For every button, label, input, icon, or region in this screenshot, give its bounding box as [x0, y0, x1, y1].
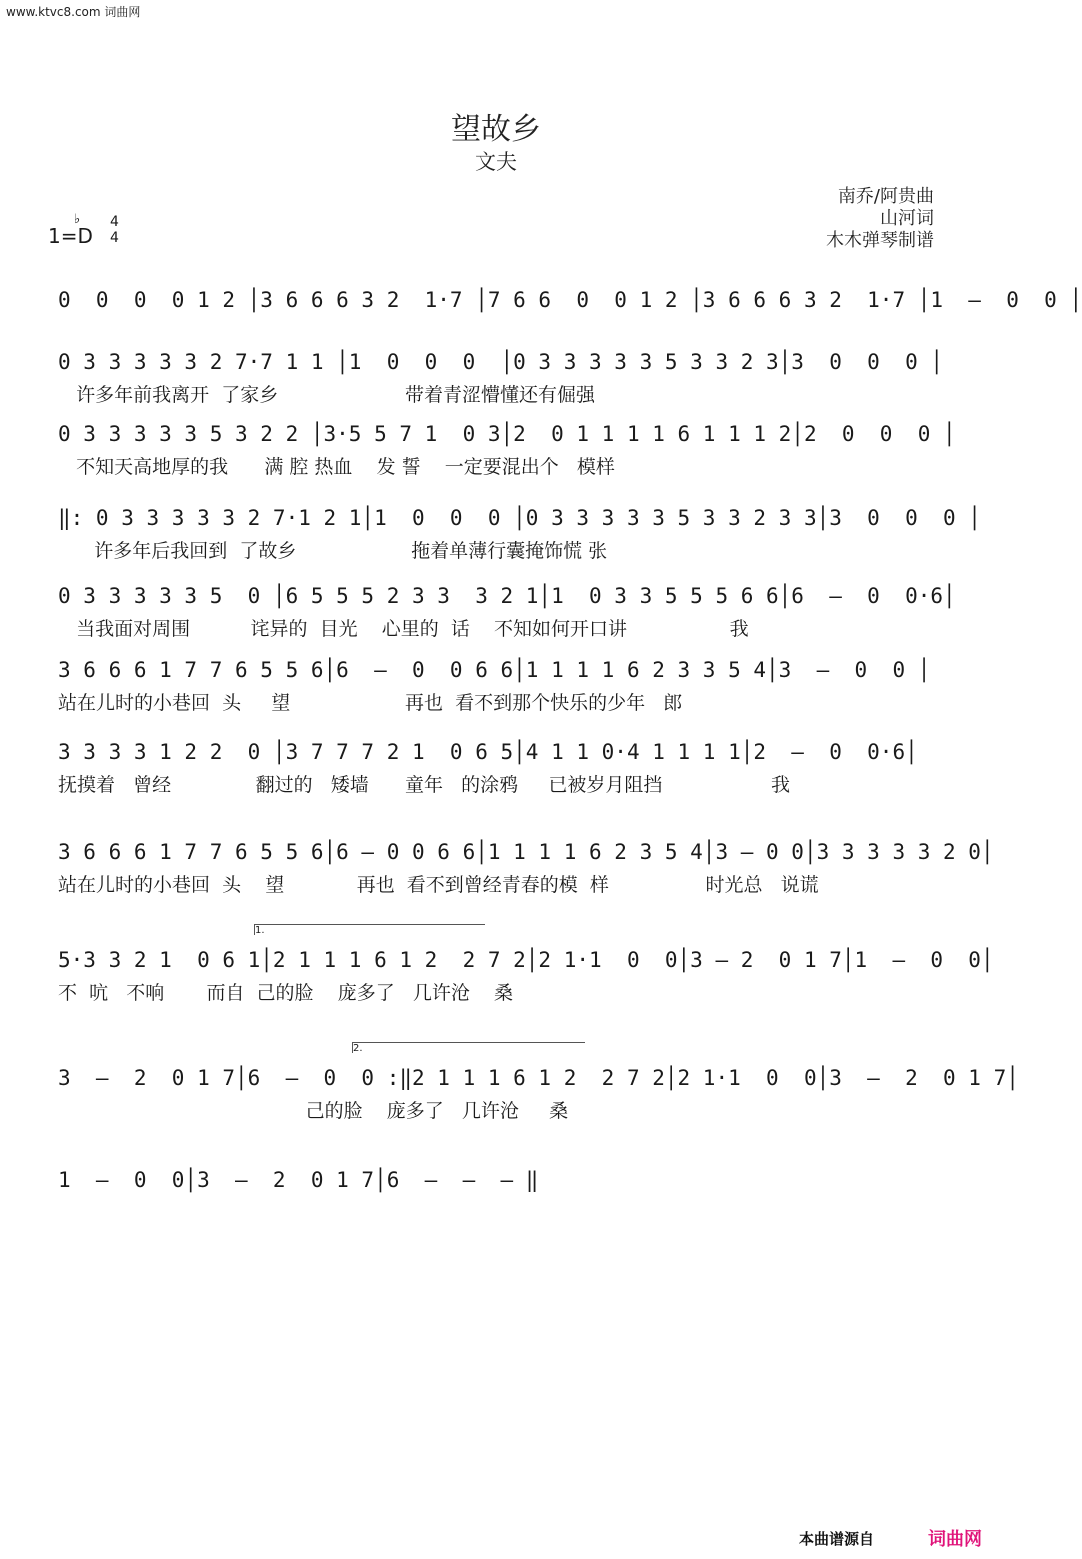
time-signature-top: 4	[110, 214, 119, 230]
score-row-10	[0, 1043, 1019, 1156]
notation-line: 0 3 3 3 3 3 5 3 2 2 │3·5 5 7 1 0 3│2 0 1 1 1 1 6 1 1 1 2│2 0 0 0 │	[58, 422, 956, 446]
volta-second-ending: 2.	[352, 1042, 585, 1053]
footer-site-logo[interactable]: 词曲网	[928, 1529, 982, 1550]
time-signature	[110, 214, 119, 246]
notation-line: 0 0 0 0 1 2 │3 6 6 6 3 2 1·7 │7 6 6 0 0 1 2 │3 6 6 6 3 2 1·7 │1 — 0 0 │	[58, 288, 1082, 312]
notation-line: 1 — 0 0│3 — 2 0 1 7│6 — — — ‖	[58, 1168, 539, 1192]
notation-line: 0 3 3 3 3 3 5 0 │6 5 5 5 2 3 3 3 2 1│1 0 3 3 5 5 5 6 6│6 — 0 0·6│	[58, 584, 956, 608]
lyrics-line: 站在儿时的小巷回 头 望 再也 看不到那个快乐的少年 郎	[58, 692, 683, 714]
lyrics-line: 许多年后我回到 了故乡 拖着单薄行囊掩饰慌 张	[58, 540, 608, 562]
footer-source-text: 本曲谱源自	[798, 1530, 874, 1548]
lyricist-credit: 山河词	[880, 208, 934, 229]
lyrics-line: 不 吭 不响 而自 己的脸 庞多了 几许沧 桑	[58, 982, 513, 1004]
singer-name: 文夫	[475, 150, 517, 174]
notation-line: 3 3 3 3 1 2 2 0 │3 7 7 7 2 1 0 6 5│4 1 1 0·4 1 1 1 1│2 — 0 0·6│	[58, 740, 918, 764]
lyrics-line: 抚摸着 曾经 翻过的 矮墙 童年 的涂鸦 已被岁月阻挡 我	[58, 774, 791, 796]
notation-line: 3 6 6 6 1 7 7 6 5 5 6│6 — 0 0 6 6│1 1 1 1 6 2 3 3 5 4│3 — 0 0 │	[58, 658, 931, 682]
score-row-3	[0, 422, 992, 512]
volta-first-ending: 1.	[254, 924, 485, 935]
flat-symbol: ♭	[74, 212, 81, 227]
notation-line: 3 — 2 0 1 7│6 — 0 0 :‖2 1 1 1 6 1 2 2 7 2│2 1·1 0 0│3 — 2 0 1 7│	[58, 1066, 1019, 1090]
notation-line: 3 6 6 6 1 7 7 6 5 5 6│6 — 0 0 6 6│1 1 1 1 6 2 3 5 4│3 — 0 0│3 3 3 3 3 2 0│	[58, 840, 994, 864]
lyrics-line: 不知天高地厚的我 满 腔 热血 发 誓 一定要混出个 模样	[58, 456, 615, 478]
notation-line: 5·3 3 2 1 0 6 1│2 1 1 1 6 1 2 2 7 2│2 1·1 0 0│3 — 2 0 1 7│1 — 0 0│	[58, 948, 994, 972]
time-signature-bottom: 4	[110, 230, 119, 246]
score-row-11	[0, 1168, 992, 1258]
arranger-credit: 木木弹琴制谱	[826, 230, 934, 251]
notation-line: ‖: 0 3 3 3 3 3 2 7·1 2 1│1 0 0 0 │0 3 3 3 3 3 5 3 3 2 3 3│3 0 0 0 │	[58, 506, 981, 530]
notation-line: 0 3 3 3 3 3 2 7·7 1 1 │1 0 0 0 │0 3 3 3 3 3 5 3 3 2 3│3 0 0 0 │	[58, 350, 944, 374]
lyrics-line: 许多年前我离开 了家乡 带着青涩懵懂还有倔强	[58, 384, 596, 406]
score-row-7	[0, 740, 992, 830]
score-row-9	[0, 925, 994, 1038]
key-signature: 1=D	[48, 224, 93, 248]
score-row-8	[0, 840, 992, 930]
watermark-text: www.ktvc8.com 词曲网	[6, 5, 141, 19]
score-row-6	[0, 658, 992, 748]
composer-credit: 南乔/阿贵曲	[837, 186, 934, 207]
lyrics-line: 站在儿时的小巷回 头 望 再也 看不到曾经青春的模 样 时光总 说谎	[58, 874, 819, 896]
song-title: 望故乡	[451, 112, 541, 147]
score-row-4	[0, 506, 992, 596]
lyrics-line: 己的脸 庞多了 几许沧 桑	[58, 1100, 569, 1122]
lyrics-line: 当我面对周围 诧异的 目光 心里的 话 不知如何开口讲 我	[58, 618, 749, 640]
